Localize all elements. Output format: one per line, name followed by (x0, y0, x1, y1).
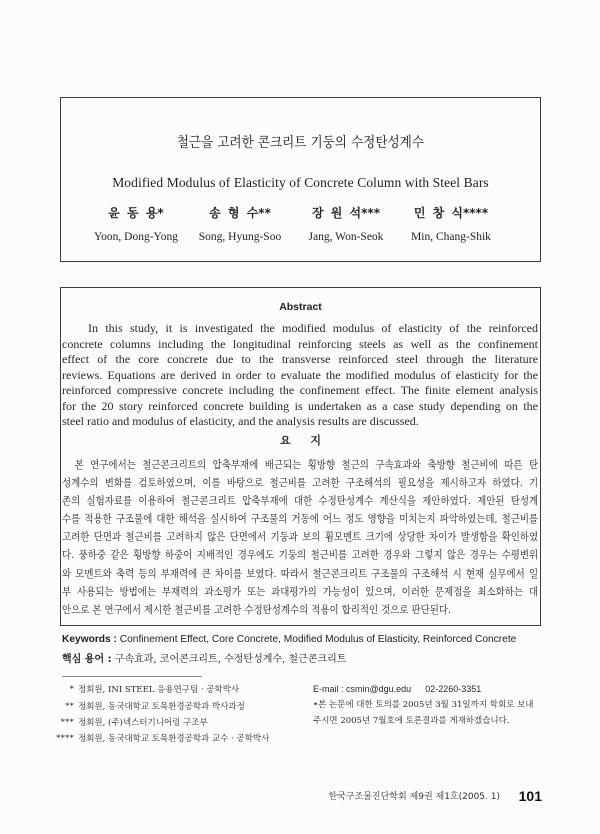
footnote-discussion-line: 주시면 2005년 7월호에 토론결과를 게재하겠습니다. (313, 716, 510, 726)
author-name-korean: 윤 동 용* (108, 206, 164, 220)
keywords-label: Keywords : (62, 634, 117, 645)
summary-line: 와 모멘트와 축력 등의 부재력에 큰 차이를 보였다. 따라서 철근콘크리트 구조물의 구조해석 시 현재 실무에서 일 (62, 567, 539, 580)
korean-summary-heading: 요 지 (279, 434, 322, 447)
summary-line: 안으로 본 연구에서 제시한 철근비를 고려한 수정탄성계수의 적용이 합리적인 것으로 판단된다. (62, 603, 452, 616)
keywords-english (62, 632, 516, 648)
contact-email: E-mail : csmin@dgu.edu (313, 684, 412, 694)
footnote-affiliation (50, 730, 269, 746)
footnote-text: 정회원, 동국대학교 토목환경공학과 교수 · 공학박사 (78, 734, 270, 744)
abstract-body (62, 321, 538, 430)
footnote-discussion-line: •본 논문에 대한 토의를 2005년 3월 31일까지 학회로 보내 (313, 700, 534, 710)
abstract-line: reviews. Equations are derived in order to evaluate the modified modulus of elasticity for the (62, 367, 538, 382)
keywords-korean-label: 핵심 용어 : (62, 654, 112, 665)
footnote-text: 정회원, (주)넥스터기니어링 구조부 (78, 718, 208, 728)
footnote-divider (62, 676, 202, 677)
summary-line: 성계수의 변화를 검토하였으며, 이를 바탕으로 철근비를 고려한 구조해석의 필요성을 제시하고자 하였다. 기 (62, 477, 539, 490)
paper-title-korean-text: 철근을 고려한 콘크리트 기둥의 수정탄성계수 (176, 135, 425, 151)
author-name-english: Song, Hyung-Soo (198, 231, 282, 243)
contact-phone: 02-2260-3351 (425, 684, 482, 694)
keywords-korean-text: 구속효과, 코어콘크리트, 수정탄성계수, 철근콘크리트 (114, 654, 347, 665)
footnote-affiliation (50, 714, 208, 730)
footnote-text: 정회원, 동국대학교 토목환경공학과 박사과정 (78, 702, 245, 712)
abstract-line: concrete columns including the longitudinal reinforcing steels as well as the confinement (62, 336, 538, 351)
summary-line: 고려한 단면과 철근비를 고려하지 않은 단면에서 기둥과 보의 휨모멘트 크기에 상당한 차이가 발생함을 확인하였 (62, 531, 539, 544)
abstract-line: steel ratio and modulus of elasticity, and the analysis results are discussed. (62, 414, 419, 428)
footnote-mark: *** (60, 717, 74, 727)
footnote-mark: * (69, 684, 74, 694)
korean-summary-body (62, 456, 538, 619)
author-name-korean: 송 형 수** (209, 206, 271, 220)
journal-citation: 한국구조물진단학회 제9권 제1호(2005. 1) (328, 792, 500, 802)
keywords-text: Confinement Effect, Core Concrete, Modified Modulus of Elasticity, Reinforced Concrete (119, 634, 517, 645)
abstract-line: for the 20 story reinforced concrete building is undertaken as a case study depending on the (62, 398, 538, 413)
author-name-korean: 장 원 석*** (312, 206, 380, 220)
footnote-contact (313, 681, 481, 697)
summary-line: 부 사용되는 방법에는 부재력의 과소평가 또는 과대평가의 가능성이 있으며, 이러한 문제점을 최소화하는 대 (62, 585, 539, 598)
footnote-mark: ** (65, 701, 74, 711)
paper-title-korean (60, 133, 541, 153)
summary-line: 존의 실험자료를 이용하여 철근콘크리트 압축부재에 대한 수정탄성계수 계산식을 제안하였다. 제안된 탄성계 (62, 495, 539, 508)
footnote-affiliation (50, 681, 239, 697)
author-name-english: Min, Chang-Shik (411, 231, 491, 243)
summary-line: 다. 풍하중 같은 횡방향 하중이 지배적인 경우에도 기둥의 철근비를 고려한 경우와 그렇지 않은 경우는 수평변위 (62, 549, 539, 562)
abstract-line: effect of the core concrete due to the transverse reinforced steel through the literature (62, 352, 538, 366)
footnote-text: 정회원, INI STEEL 응용연구팀 · 공학박사 (78, 685, 240, 695)
abstract-heading: Abstract (279, 301, 322, 313)
summary-line: 본 연구에서는 철근콘크리트의 압축부재에 배근되는 횡방향 철근의 구속효과와 축방향 철근비에 따른 탄 (74, 459, 539, 471)
paper-title-english: Modified Modulus of Elasticity of Concrete Column with Steel Bars (112, 175, 489, 190)
abstract-line: reinforced compressive concrete including the confinement effect. The finite element analysis (62, 383, 538, 397)
page-number: 101 (518, 788, 542, 804)
abstract-line: In this study, it is investigated the modified modulus of elasticity of the reinforced (88, 321, 538, 335)
footnote-mark: **** (56, 733, 74, 743)
summary-line: 수를 적용한 구조물에 대한 해석을 실시하여 구조물의 거동에 어느 정도 영향을 미치는지 파악하였는데, 철근비를 (62, 513, 539, 526)
keywords-korean (62, 652, 346, 668)
author-name-english: Jang, Won-Seok (308, 231, 384, 243)
footnote-affiliation (50, 698, 245, 714)
author-name-english: Yoon, Dong-Yong (94, 231, 178, 243)
author-name-korean: 민 창 식**** (413, 206, 489, 220)
